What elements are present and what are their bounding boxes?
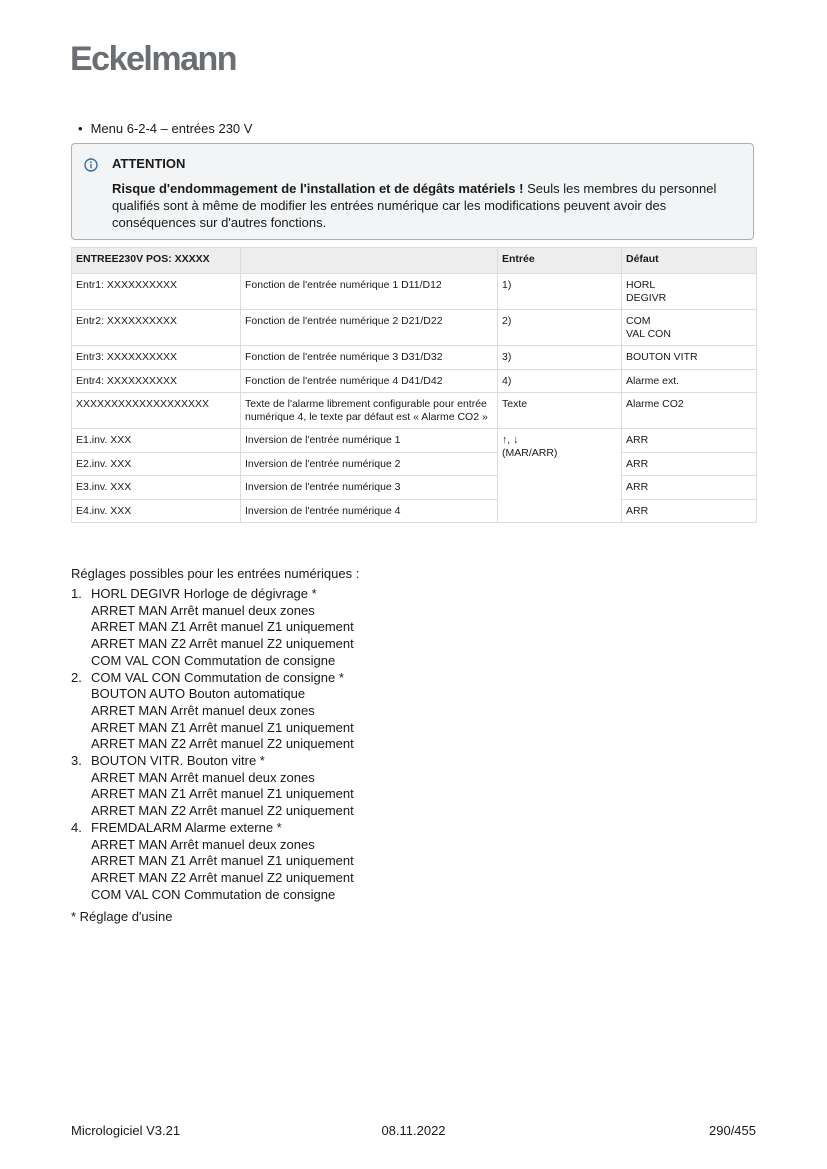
setting-line: ARRET MAN Z1 Arrêt manuel Z1 uniquement — [91, 619, 354, 635]
table-row — [72, 429, 757, 453]
list-number: 3. — [71, 753, 82, 769]
default-cell: ARR — [622, 452, 757, 476]
settings-intro: Réglages possibles pour les entrées numériques : — [71, 566, 360, 581]
param-cell: Entr4: XXXXXXXXXX — [72, 369, 241, 393]
attention-plain-text: Seuls les membres du personnel qualifiés sont à même de modifier les entrées numérique car les modifications peuvent avoir des conséquences sur d'autres fonctions. — [112, 181, 717, 230]
setting-line: COM VAL CON Commutation de consigne — [91, 652, 336, 668]
setting-line: ARRET MAN Z1 Arrêt manuel Z1 uniquement — [91, 786, 354, 802]
table-row — [72, 499, 757, 523]
setting-line: ARRET MAN Z2 Arrêt manuel Z2 uniquement — [91, 636, 354, 652]
table-row — [72, 274, 757, 310]
default-cell: ARR — [622, 429, 757, 453]
footer-date: 08.11.2022 — [381, 1123, 446, 1138]
header-parameter: ENTREE230V POS: XXXXX — [72, 248, 241, 274]
attention-title: ATTENTION — [112, 156, 186, 171]
footer-page-number: 290/455 — [709, 1123, 756, 1138]
desc-cell: Fonction de l'entrée numérique 4 D41/D42 — [241, 369, 498, 393]
list-item — [71, 820, 354, 904]
header-input: Entrée — [498, 248, 622, 274]
setting-line: COM VAL CON Commutation de consigne — [91, 886, 336, 902]
header-description — [241, 248, 498, 274]
default-cell: ARR — [622, 499, 757, 523]
setting-line: ARRET MAN Z2 Arrêt manuel Z2 uniquement — [91, 736, 354, 752]
setting-line: FREMDALARM Alarme externe * — [91, 819, 282, 835]
input-cell: 1) — [498, 274, 622, 310]
settings-list — [71, 586, 354, 903]
desc-cell: Fonction de l'entrée numérique 3 D31/D32 — [241, 346, 498, 370]
input-cell: 4) — [498, 369, 622, 393]
attention-bold-text: Risque d'endommagement de l'installation et de dégâts matériels ! — [112, 181, 524, 196]
param-cell: E3.inv. XXX — [72, 476, 241, 500]
eckelmann-logo: Eckelmann — [70, 40, 237, 78]
table-row — [72, 476, 757, 500]
setting-line: ARRET MAN Arrêt manuel deux zones — [91, 602, 315, 618]
setting-line: ARRET MAN Arrêt manuel deux zones — [91, 836, 315, 852]
menu-bullet-text: Menu 6-2-4 – entrées 230 V — [90, 121, 253, 136]
param-cell: Entr1: XXXXXXXXXX — [72, 274, 241, 310]
setting-line: ARRET MAN Z1 Arrêt manuel Z1 uniquement — [91, 853, 354, 869]
footnote: * Réglage d'usine — [71, 909, 173, 924]
setting-line: BOUTON VITR. Bouton vitre * — [91, 753, 265, 769]
default-cell: HORL DEGIVR — [622, 274, 757, 310]
table-row — [72, 369, 757, 393]
default-cell: COM VAL CON — [622, 310, 757, 346]
default-cell: BOUTON VITR — [622, 346, 757, 370]
desc-cell: Inversion de l'entrée numérique 3 — [241, 476, 498, 500]
param-cell: XXXXXXXXXXXXXXXXXXX — [72, 393, 241, 429]
setting-line: ARRET MAN Z1 Arrêt manuel Z1 uniquement — [91, 719, 354, 735]
list-number: 1. — [71, 586, 82, 601]
desc-cell: Inversion de l'entrée numérique 2 — [241, 452, 498, 476]
table-row — [72, 393, 757, 429]
desc-cell: Inversion de l'entrée numérique 1 — [241, 429, 498, 453]
list-number: 2. — [71, 669, 82, 685]
footer-firmware: Micrologiciel V3.21 — [71, 1123, 181, 1138]
list-item — [71, 753, 354, 820]
default-cell: Alarme CO2 — [622, 393, 757, 429]
default-cell: ARR — [622, 476, 757, 500]
input-cell: Texte — [498, 393, 622, 429]
setting-line: HORL DEGIVR Horloge de dégivrage * — [91, 586, 317, 601]
table-row — [72, 452, 757, 476]
desc-cell: Fonction de l'entrée numérique 1 D11/D12 — [241, 274, 498, 310]
inversion-input-cell: ↑, ↓ (MAR/ARR) — [498, 429, 622, 523]
setting-line: BOUTON AUTO Bouton automatique — [91, 686, 306, 702]
param-cell: E2.inv. XXX — [72, 452, 241, 476]
default-cell: Alarme ext. — [622, 369, 757, 393]
desc-cell: Fonction de l'entrée numérique 2 D21/D22 — [241, 310, 498, 346]
table-row — [72, 346, 757, 370]
setting-line: ARRET MAN Arrêt manuel deux zones — [91, 769, 315, 785]
desc-cell: Texte de l'alarme librement configurable pour entrée numérique 4, le texte par défaut est « Alarme CO2 » — [241, 393, 498, 429]
param-cell: Entr3: XXXXXXXXXX — [72, 346, 241, 370]
setting-line: ARRET MAN Z2 Arrêt manuel Z2 uniquement — [91, 803, 354, 819]
param-cell: E1.inv. XXX — [72, 429, 241, 453]
setting-line: ARRET MAN Z2 Arrêt manuel Z2 uniquement — [91, 869, 354, 885]
param-cell: E4.inv. XXX — [72, 499, 241, 523]
info-icon — [84, 158, 98, 172]
list-item — [71, 586, 354, 670]
header-default: Défaut — [622, 248, 757, 274]
table-row — [72, 310, 757, 346]
attention-box — [71, 143, 754, 240]
parameter-table — [71, 247, 757, 523]
input-cell: 2) — [498, 310, 622, 346]
setting-line: COM VAL CON Commutation de consigne * — [91, 669, 344, 685]
desc-cell: Inversion de l'entrée numérique 4 — [241, 499, 498, 523]
input-cell: 3) — [498, 346, 622, 370]
bullet-dot: • — [78, 121, 83, 136]
list-number: 4. — [71, 819, 82, 835]
setting-line: ARRET MAN Arrêt manuel deux zones — [91, 702, 315, 718]
param-cell: Entr2: XXXXXXXXXX — [72, 310, 241, 346]
menu-bullet — [78, 121, 252, 136]
table-header-row — [72, 248, 757, 274]
list-item — [71, 670, 354, 754]
attention-text — [112, 180, 747, 231]
